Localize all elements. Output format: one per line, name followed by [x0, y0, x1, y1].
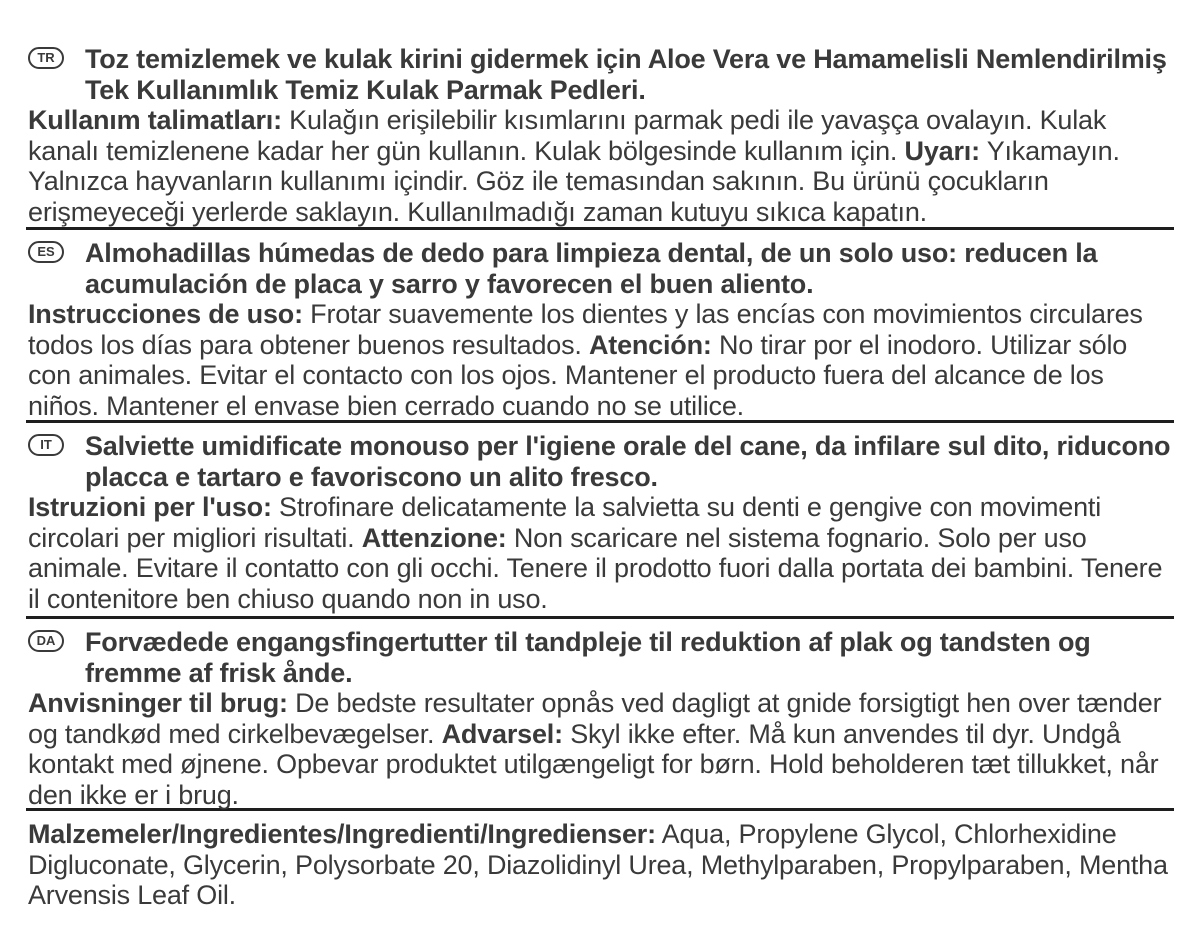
section-it-body: [28, 492, 1174, 614]
section-es-body: [28, 299, 1174, 421]
section-es-title: Almohadillas húmedas de dedo para limpieza dental, de un solo uso: reducen la acumulación de placa y sarro y favorecen el buen aliento.: [85, 238, 1098, 299]
warning-text-es: No tirar por el inodoro. Utilizar sólo con animales. Evitar el contacto con los ojos. Mantener el producto fuera del alcance de los niños. Mantener el envase bien cerrado cuando no se utilice.: [28, 329, 1128, 421]
instructions-label-da: Anvisninger til brug:: [28, 688, 288, 718]
section-tr: [28, 44, 1174, 227]
section-tr-heading: [28, 44, 1174, 105]
instructions-label-tr: Kullanım talimatları:: [28, 105, 282, 135]
warning-label-tr: Uyarı:: [904, 135, 980, 166]
instructions-label-it: Istruzioni per l'uso:: [28, 492, 272, 522]
warning-text-it: Non scaricare nel sistema fognario. Solo per uso animale. Evitare il contatto con gli occhi. Tenere il prodotto fuori dalla portata dei bambini. Tenere il contenitore ben chiuso quando non in uso.: [28, 522, 1163, 614]
section-it: [28, 431, 1174, 616]
instructions-text-tr: Kulağın erişilebilir kısımlarını parmak pedi ile yavaşça ovalayın. Kulak kanalı temizlenene kadar her gün kullanın. Kulak bölgesinde kullanım için.: [28, 105, 1107, 166]
section-da-heading: [28, 627, 1174, 688]
divider: [26, 227, 1174, 230]
instructions-text-it: Strofinare delicatamente la salvietta su denti e gengive con movimenti circolari per migliori risultati.: [28, 492, 1101, 553]
ingredients-label: Malzemeler/Ingredientes/Ingredienti/Ingredienser:: [28, 819, 656, 849]
section-tr-title: Toz temizlemek ve kulak kirini gidermek için Aloe Vera ve Hamamelisli Nemlendirilmiş Tek Kullanımlık Temiz Kulak Parmak Pedleri.: [85, 44, 1167, 105]
lang-badge-da: DA: [28, 630, 64, 652]
section-tr-body: [28, 105, 1174, 227]
lang-badge-it: IT: [28, 434, 64, 456]
warning-text-tr: Yıkamayın. Yalnızca hayvanların kullanımı içindir. Göz ile temasından sakının. Bu ürünü çocukların erişmeyeceği yerlerde saklayın. Kullanılmadığı zaman kutuyu sıkıca kapatın.: [28, 135, 1120, 227]
section-it-heading: [28, 431, 1174, 492]
warning-label-da: Advarsel:: [441, 718, 563, 749]
lang-badge-tr: TR: [28, 47, 64, 69]
warning-text-da: Skyl ikke efter. Må kun anvendes til dyr. Undgå kontakt med øjnene. Opbevar produktet utilgængeligt for børn. Hold beholderen tæt tillukket, når den ikke er i brug.: [28, 718, 1159, 810]
section-es-heading: [28, 238, 1174, 299]
lang-badge-es: ES: [28, 241, 64, 263]
section-it-title: Salviette umidificate monouso per l'igiene orale del cane, da infilare sul dito, riducono placca e tartaro e favoriscono un alito fresco.: [85, 431, 1171, 492]
section-da-body: [28, 688, 1174, 810]
instructions-text-es: Frotar suavemente los dientes y las encías con movimientos circulares todos los días para obtener buenos resultados.: [28, 299, 1143, 360]
warning-label-it: Attenzione:: [361, 522, 507, 553]
ingredients-section: [28, 819, 1174, 911]
section-es: [28, 238, 1174, 420]
section-da: [28, 627, 1174, 808]
ingredients-text: Aqua, Propylene Glycol, Chlorhexidine Digluconate, Glycerin, Polysorbate 20, Diazolidinyl Urea, Methylparaben, Propylparaben, Mentha Arvensis Leaf Oil.: [28, 819, 1168, 910]
divider: [26, 616, 1174, 619]
instructions-text-da: De bedste resultater opnås ved dagligt at gnide forsigtigt hen over tænder og tandkød med cirkelbevægelser.: [28, 688, 1162, 749]
section-da-title: Forvædede engangsfingertutter til tandpleje til reduktion af plak og tandsten og fremme af frisk ånde.: [85, 627, 1091, 688]
instructions-label-es: Instrucciones de uso:: [28, 299, 303, 329]
warning-label-es: Atención:: [588, 329, 712, 360]
